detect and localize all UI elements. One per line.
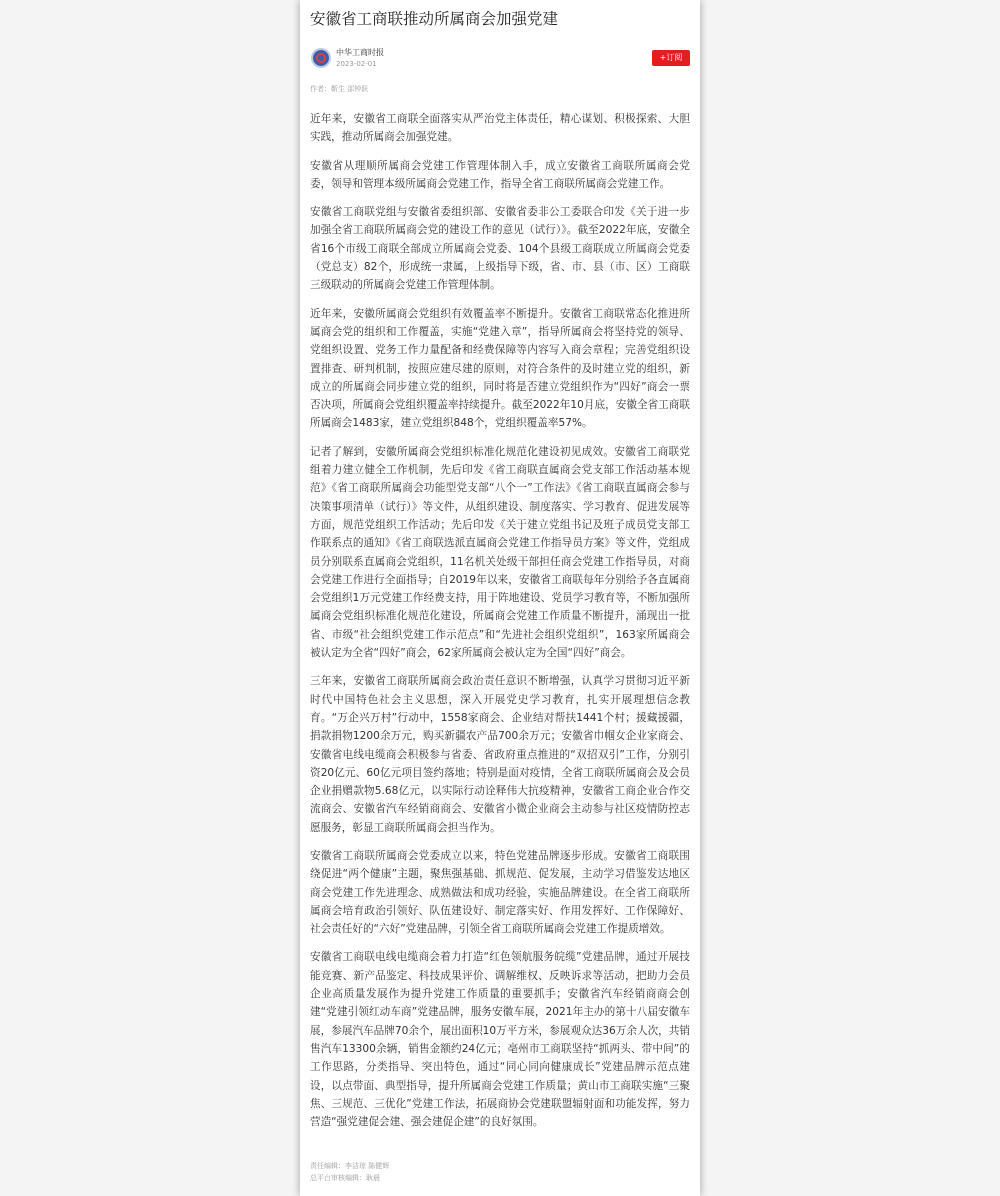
paragraph: 安徽省工商联党组与安徽省委组织部、安徽省委非公工委联合印发《关于进一步加强全省工商联所属商会党的建设工作的意见（试行）》。截至2022年底，安徽全省16个市级工商联全部成立所属商会党委、104个县级工商联成立所属商会党委（党总支）82个，形成统一隶属，上级指导下级，省、市、县（市、区）工商联三级联动的所属商会党建工作管理体制。 xyxy=(310,206,690,292)
paragraph: 记者了解到，安徽所属商会党组织标准化规范化建设初见成效。安徽省工商联党组着力建立健全工作机制，先后印发《省工商联直属商会党支部工作活动基本规范》《省工商联所属商会功能型党支部“八个一”工作法》《省工商联直属商会参与决策事项清单（试行）》等文件，从组织建设、制度落实、学习教育、促进发展等方面，规范党组织工作活动；先后印发《关于建立党组书记及班子成员党支部工作联系点的通知》《省工商联选派直属商会党建工作指导员方案》等文件，党组成员分别联系直属商会党组织，11名机关处级干部担任商会党建工作指导员，对商会党建工作进行全面指导；自2019年以来，安徽省工商联每年分别给予各直属商会党组织1万元党建工作经费支持，用于阵地建设、党员学习教育等，不断加强所属商会党组织标准化规范化建设，所属商会党建工作质量不断提升，涌现出一批省、市级“社会组织党建工作示范点”和“先进社会组织党组织”，163家所属商会被认定为全省“四好”商会，62家所属商会被认定为全国“四好”商会。 xyxy=(310,445,690,660)
article-body xyxy=(310,110,690,1141)
paragraph: 安徽省从理顺所属商会党建工作管理体制入手，成立安徽省工商联所属商会党委，领导和管理本级所属商会党建工作，指导全省工商联所属商会党建工作。 xyxy=(310,159,690,190)
paragraph: 安徽省工商联电线电缆商会着力打造“红色领航服务皖缆”党建品牌，通过开展技能竞赛、新产品鉴定、科技成果评价、调解维权、反映诉求等活动，把助力会员企业高质量发展作为提升党建工作质量的重要抓手；安徽省汽车经销商商会创建“党建引领红动车商”党建品牌，服务安徽车展，2021年主办的第十八届安徽车展，参展汽车品牌70余个，展出面积10万平方米，参展观众达36万余人次，共销售汽车13300余辆，销售金额约24亿元；亳州市工商联坚持“抓两头、带中间”的工作思路，分类指导、突出特色，通过“同心同向健康成长”党建品牌示范点建设，以点带面、典型指导，提升所属商会党建工作质量；黄山市工商联实施“三聚焦、三规范、三优化”党建工作法，拓展商协会党建联盟辐射面和功能发挥，努力营造“强党建促会建、强会建促企建”的良好氛围。 xyxy=(310,951,690,1129)
responsible-editor: 责任编辑：李洁琼 陈健辉 xyxy=(310,1162,390,1170)
paragraph: 近年来，安徽所属商会党组织有效覆盖率不断提升。安徽省工商联常态化推进所属商会党的组织和工作覆盖，实施“党建入章”，指导所属商会将坚持党的领导、党组织设置、党务工作力量配备和经费保障等内容写入商会章程；完善党组织设置排查、研判机制，按照应建尽建的原则，对符合条件的及时建立党的组织，新成立的所属商会同步建立党的组织，同时将是否建立党组织作为“四好”商会一票否决项，所属商会党组织覆盖率持续提升。截至2022年10月底，安徽全省工商联所属商会1483家，建立党组织848个，党组织覆盖率57%。 xyxy=(310,307,690,430)
article-page xyxy=(300,0,700,1196)
paragraph: 三年来，安徽省工商联所属商会政治责任意识不断增强，认真学习贯彻习近平新时代中国特色社会主义思想，深入开展党史学习教育，扎实开展理想信念教育。“万企兴万村”行动中，1558家商会、企业结对帮扶1441个村；援藏援疆，捐款捐物1200余万元，购买新疆农产品700余万元；安徽省巾帼女企业家商会、安徽省电线电缆商会积极参与省委、省政府重点推进的“双招双引”工作，分别引资20亿元、60亿元项目签约落地；特别是面对疫情，全省工商联所属商会及会员企业捐赠款物5.68亿元，以实际行动诠释伟大抗疫精神，安徽省工商企业合作交流商会、安徽省汽车经销商商会、安徽省小微企业商会主动参与社区疫情防控志愿服务，彰显工商联所属商会担当作为。 xyxy=(310,675,690,834)
subscribe-button[interactable]: +订阅 xyxy=(652,50,690,66)
article-title: 安徽省工商联推动所属商会加强党建 xyxy=(310,10,559,28)
author-line: 作者：靳生 邵钟跃 xyxy=(310,85,369,93)
paragraph: 安徽省工商联所属商会党委成立以来，特色党建品牌逐步形成。安徽省工商联围绕促进“两个健康”主题，聚焦强基础、抓规范、促发展，主动学习借鉴发达地区商会党建工作先进理念、成熟做法和成功经验，实施品牌建设。在全省工商联所属商会培育政治引领好、队伍建设好、制定落实好、作用发挥好、工作保障好、社会责任好的“六好”党建品牌，引领全省工商联所属商会党建工作提质增效。 xyxy=(310,849,690,936)
publish-date: 2023-02-01 xyxy=(336,60,377,68)
newspaper-logo-icon[interactable] xyxy=(311,48,331,68)
source-name[interactable]: 中华工商时报 xyxy=(336,48,384,57)
paragraph: 近年来，安徽省工商联全面落实从严治党主体责任，精心谋划、积极探索、大胆实践，推动所属商会加强党建。 xyxy=(310,113,690,144)
logo-ring-icon xyxy=(316,53,326,63)
article-footer xyxy=(310,1160,389,1184)
review-editor: 总平台审核编辑：耿晨 xyxy=(310,1174,380,1182)
